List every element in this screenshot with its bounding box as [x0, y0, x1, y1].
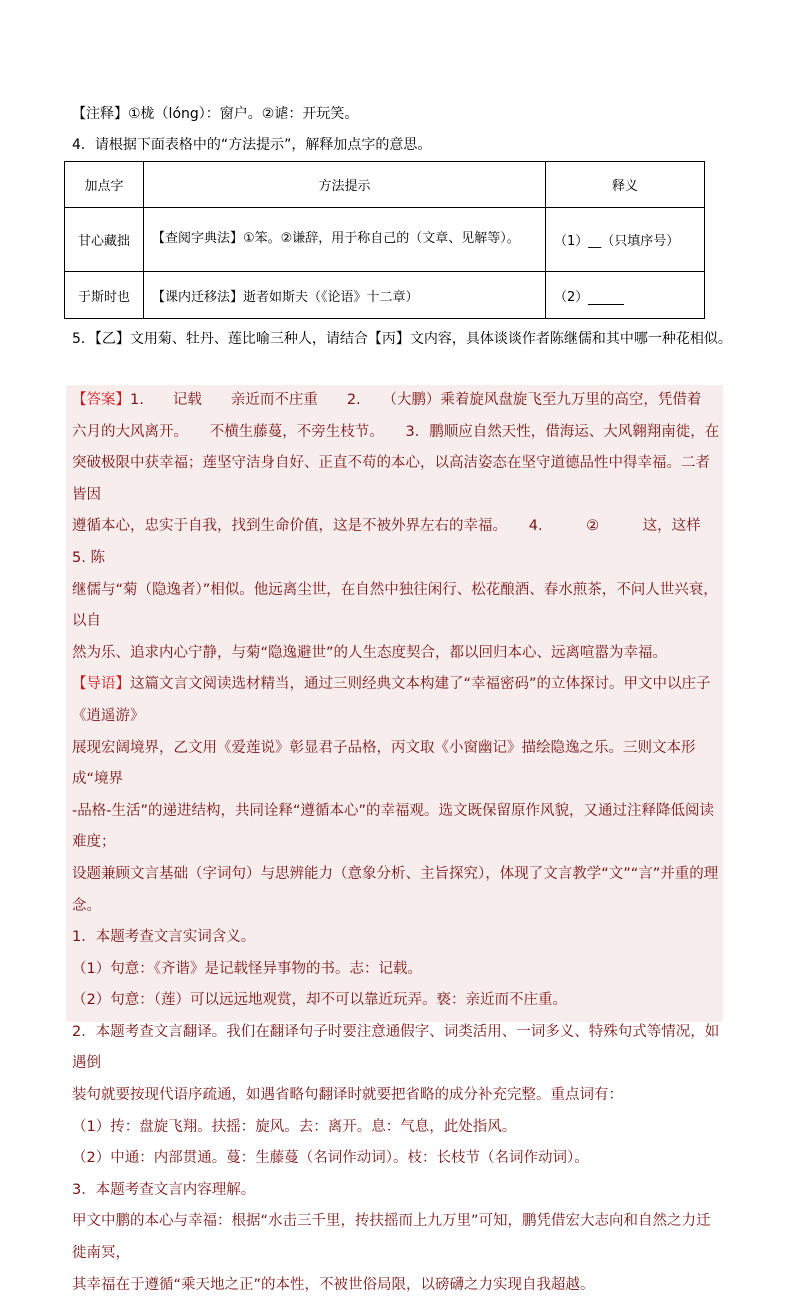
table-header: 释义 [546, 162, 705, 208]
answer-line: 遵循本心，忠实于自我，找到生命价值，这是不被外界左右的幸福。 4. ② 这，这样 5. 陈 [72, 518, 730, 566]
explain-line: 甲文中鹏的本心与幸福：根据“水击三千里，抟扶摇而上九万里”可知，鹏凭借宏大志向和自然之力迁徙南冥， [72, 1213, 711, 1262]
table-cell-answer: （1）__（只填序号） [546, 207, 705, 272]
answer-line: 然为乐、追求内心宁静，与菊“隐逸避世”的人生态度契合，都以回归本心、远离喧嚣为幸福。 [72, 644, 668, 661]
question-4: 4．请根据下面表格中的“方法提示”，解释加点字的意思。 [72, 137, 432, 153]
table-row [65, 272, 705, 319]
answer-tag: 【答案】 [72, 392, 130, 408]
explain-line: 2．本题考查文言翻译。我们在翻译句子时要注意通假字、词类活用、一词多义、特殊句式等情况，如遇倒 [72, 1023, 720, 1072]
table-cell-tip: 【课内迁移法】逝者如斯夫（《论语》十二章） [144, 272, 546, 319]
explain-line: 装句就要按现代语序疏通，如遇省略句翻译时就要把省略的成分补充完整。重点词有： [72, 1087, 623, 1104]
answer-line: 继儒与“菊（隐逸者）”相似。他远离尘世，在自然中独往闲行、松花酿酒、春水煎茶，不问人世兴衰，以自 [72, 581, 718, 630]
table-cell-word: 甘心藏拙 [65, 207, 144, 272]
answer-line: 六月的大风离开。 不横生藤蔓，不旁生枝节。 3．鹏顺应自然天性，借海运、大风翱翔南徙，在 [72, 423, 720, 440]
answer-label: （2） [554, 289, 589, 305]
answer-line: 【答案】1. 记载 亲近而不庄重 2. （大鹏）乘着旋风盘旋飞至九万里的高空，凭借着 [72, 392, 702, 408]
explain-line: 其幸福在于遵循“乘天地之正”的本性，不被世俗局限，以磅礴之力实现自我超越。 [72, 1276, 595, 1293]
table-cell-tip: 【查阅字典法】①笨。②谦辞，用于称自己的（文章、见解等）。 [144, 207, 546, 272]
table-cell-answer-2 [546, 272, 705, 319]
guide-tag: 【导语】 [72, 676, 130, 693]
explain-line: 1．本题考查文言实词含义。 [72, 929, 256, 946]
guide-line: -品格-生活”的递进结构，共同诠释“遵循本心”的幸福观。选文既保留原作风貌，又通过注释降低阅读难度； [72, 802, 714, 851]
explain-line: 3．本题考查文言内容理解。 [72, 1181, 256, 1198]
explain-line: （2）句意：（莲）可以远远地观赏，却不可以靠近玩弄。亵：亲近而不庄重。 [72, 992, 567, 1009]
explain-line: （1）句意：《齐谐》是记载怪异事物的书。志：记载。 [72, 960, 422, 977]
explain-line: （1）抟：盘旋飞翔。扶摇：旋风。去：离开。息：气息，此处指风。 [72, 1118, 517, 1135]
table-header: 方法提示 [144, 162, 546, 208]
answer-blank [588, 290, 624, 305]
table-header: 加点字 [65, 162, 144, 208]
answer-line: 突破极限中获幸福；莲坚守洁身自好、正直不苟的本心，以高洁姿态在坚守道德品性中得幸福。二者皆因 [72, 455, 710, 503]
explain-line: （2）中通：内部贯通。蔓：生藤蔓（名词作动词）。枝：长枝节（名词作动词）。 [72, 1150, 589, 1167]
table-row [65, 207, 705, 272]
guide-line: 展现宏阔境界，乙文用《爱莲说》彰显君子品格，丙文取《小窗幽记》描绘隐逸之乐。三则文本形成“境界 [72, 739, 696, 788]
answer-block [72, 385, 730, 1301]
guide-line: 设题兼顾文言基础（字词句）与思辨能力（意象分析、主旨探究），体现了文言教学“文”“言”并重的理念。 [72, 865, 719, 914]
guide-line: 【导语】这篇文言文阅读选材精当，通过三则经典文本构建了“幸福密码”的立体探讨。甲文中以庄子《逍遥游》 [72, 676, 711, 724]
annotation-note: 【注释】①栊（lóng）：窗户。②谑：开玩笑。 [72, 106, 359, 122]
question-5: 5．【乙】文用菊、牡丹、莲比喻三种人，请结合【丙】文内容，具体谈谈作者陈继儒和其中哪一种花相似。 [72, 331, 732, 347]
method-table [64, 161, 705, 319]
table-cell-word: 于斯时也 [65, 272, 144, 319]
